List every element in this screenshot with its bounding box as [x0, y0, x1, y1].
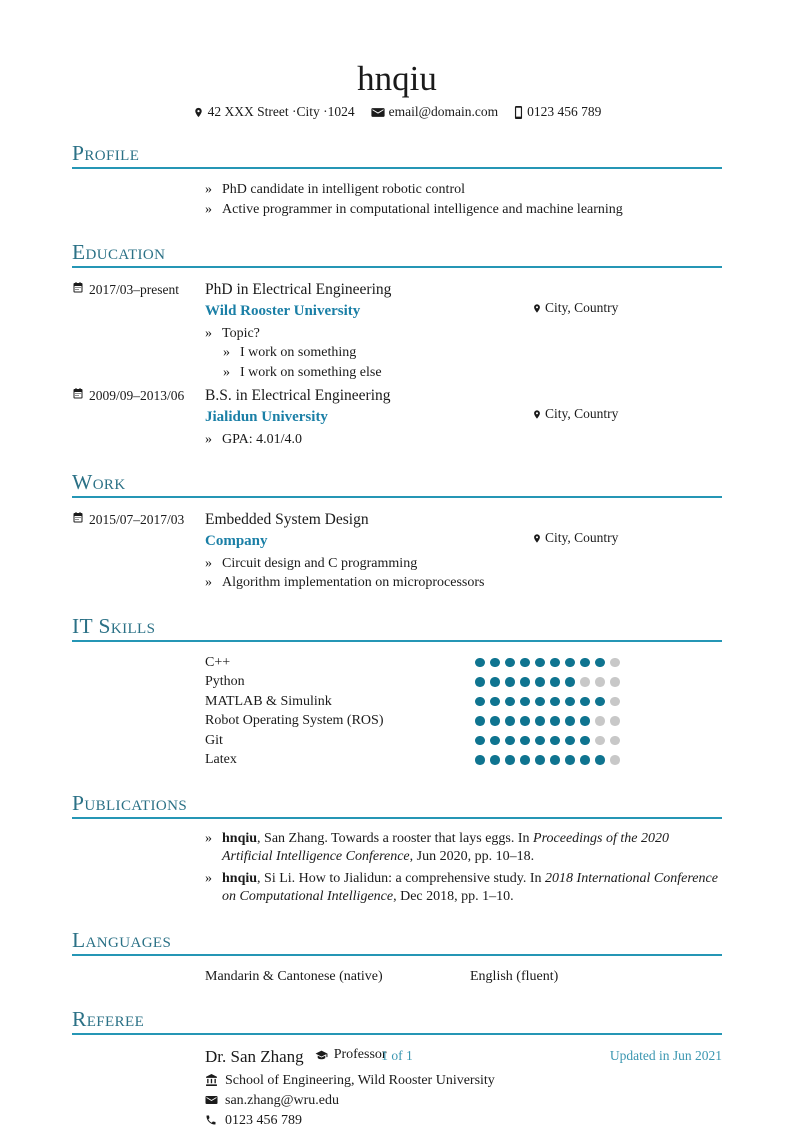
skill-name: C++ [205, 654, 231, 670]
education-entry [72, 279, 722, 382]
rating-dot-filled [565, 658, 575, 668]
degree-title: PhD in Electrical Engineering [205, 281, 392, 298]
rating-dot-filled [565, 755, 575, 765]
location-pin-icon [532, 302, 542, 315]
entry-dates: 2009/09–2013/06 [72, 385, 205, 449]
section-it-skills [72, 614, 722, 770]
rating-dot-filled [490, 677, 500, 687]
publication-text: hnqiu, Si Li. How to Jialidun: a comprehensive study. In 2018 International Conference on Computational Intelligence, Dec 2018, pp. 1–10. [222, 870, 718, 904]
rating-dot-filled [550, 677, 560, 687]
entry-bullet: » Algorithm implementation on microprocessors [205, 575, 485, 590]
skill-name: Git [205, 732, 223, 748]
publication-text: hnqiu, San Zhang. Towards a rooster that lays eggs. In Proceedings of the 2020 Artificial Intelligence Conference, Jun 2020, pp. 10–18. [222, 830, 669, 864]
envelope-icon [205, 1095, 218, 1105]
entry-dates: 2015/07–2017/03 [72, 509, 205, 593]
rating-dot-empty [610, 658, 620, 668]
referee-email: san.zhang@wru.edu [205, 1093, 722, 1108]
section-title-it-skills: IT Skills [72, 614, 722, 642]
rating-dot-empty [610, 697, 620, 707]
phone-handset-icon [205, 1114, 218, 1126]
organization-name: Company [205, 532, 268, 549]
rating-dot-filled [595, 658, 605, 668]
degree-title: B.S. in Electrical Engineering [205, 387, 391, 404]
skill-rating-dots [475, 736, 620, 746]
referee-role: Professor [314, 1047, 387, 1063]
section-languages [72, 928, 722, 986]
skill-rating-dots [475, 697, 620, 707]
rating-dot-filled [490, 736, 500, 746]
section-title-languages: Languages [72, 928, 722, 956]
rating-dot-empty [595, 716, 605, 726]
language-native: Mandarin & Cantonese (native) [205, 968, 383, 984]
rating-dot-filled [505, 736, 515, 746]
skill-name: Python [205, 674, 245, 689]
section-title-profile: Profile [72, 141, 722, 169]
work-entry [72, 509, 722, 593]
skill-rating-dots [475, 755, 620, 765]
rating-dot-empty [610, 716, 620, 726]
address-text: 42 XXX Street ·City ·1024 [207, 104, 355, 119]
location-pin-icon [193, 106, 204, 119]
skill-name: Robot Operating System (ROS) [205, 713, 384, 728]
rating-dot-filled [475, 658, 485, 668]
rating-dot-filled [475, 697, 485, 707]
referee-affiliation: School of Engineering, Wild Rooster University [205, 1073, 722, 1088]
entry-subbullet: » I work on something [223, 345, 357, 360]
rating-dot-filled [550, 736, 560, 746]
rating-dot-filled [580, 736, 590, 746]
skill-row [205, 750, 722, 770]
location-pin-icon [532, 532, 542, 545]
rating-dot-filled [550, 716, 560, 726]
rating-dot-filled [475, 755, 485, 765]
rating-dot-empty [610, 736, 620, 746]
rating-dot-filled [490, 697, 500, 707]
bullet-marker: » [205, 201, 212, 217]
rating-dot-filled [505, 697, 515, 707]
bullet-marker: » [205, 830, 212, 846]
rating-dot-filled [565, 716, 575, 726]
rating-dot-empty [580, 677, 590, 687]
profile-bullet: » Active programmer in computational intelligence and machine learning [205, 200, 722, 220]
contact-email [371, 104, 499, 120]
bullet-marker: » [205, 870, 212, 886]
rating-dot-filled [550, 658, 560, 668]
publication-item [205, 830, 722, 867]
entry-dates: 2017/03–present [72, 279, 205, 382]
cv-page [0, 59, 794, 1128]
referee-name: Dr. San Zhang [205, 1046, 304, 1066]
contact-phone [514, 104, 601, 120]
rating-dot-filled [505, 658, 515, 668]
calendar-icon [72, 281, 84, 294]
rating-dot-filled [535, 736, 545, 746]
location-pin-icon [532, 408, 542, 421]
skill-row [205, 692, 722, 712]
section-title-work: Work [72, 470, 722, 498]
rating-dot-filled [595, 755, 605, 765]
rating-dot-filled [565, 677, 575, 687]
rating-dot-filled [535, 755, 545, 765]
entry-bullet: » Circuit design and C programming [205, 555, 418, 571]
rating-dot-filled [550, 697, 560, 707]
rating-dot-filled [550, 755, 560, 765]
language-fluent: English (fluent) [470, 968, 559, 984]
rating-dot-empty [610, 677, 620, 687]
rating-dot-filled [520, 677, 530, 687]
bullet-marker: » [205, 182, 212, 197]
rating-dot-filled [505, 755, 515, 765]
calendar-icon [72, 387, 84, 400]
skill-row [205, 731, 722, 751]
page-number: 1 of 1 [381, 1048, 413, 1063]
rating-dot-filled [535, 658, 545, 668]
section-title-referee: Referee [72, 1007, 722, 1035]
section-title-publications: Publications [72, 791, 722, 819]
section-education [72, 240, 722, 449]
rating-dot-filled [475, 677, 485, 687]
section-work [72, 470, 722, 593]
rating-dot-filled [520, 736, 530, 746]
skill-rating-dots [475, 658, 620, 668]
rating-dot-filled [520, 658, 530, 668]
entry-subbullet: » I work on something else [223, 364, 382, 380]
section-title-education: Education [72, 240, 722, 268]
person-name: hnqiu [357, 59, 437, 98]
rating-dot-filled [535, 716, 545, 726]
publication-item [205, 870, 722, 907]
rating-dot-filled [490, 755, 500, 765]
skill-name: Latex [205, 752, 237, 767]
rating-dot-filled [505, 677, 515, 687]
section-profile [72, 141, 722, 219]
email-text: email@domain.com [388, 104, 499, 119]
skill-rating-dots [475, 677, 620, 687]
skill-name: MATLAB & Simulink [205, 693, 332, 709]
rating-dot-filled [580, 697, 590, 707]
rating-dot-filled [520, 697, 530, 707]
rating-dot-filled [565, 697, 575, 707]
rating-dot-filled [520, 755, 530, 765]
section-referee [72, 1007, 722, 1128]
rating-dot-filled [580, 755, 590, 765]
page-footer [72, 1048, 722, 1066]
updated-date: Updated in Jun 2021 [609, 1048, 722, 1063]
entry-location: City, Country [532, 406, 722, 422]
entry-bullet: » GPA: 4.01/4.0 [205, 431, 303, 447]
entry-location: City, Country [532, 300, 722, 316]
rating-dot-filled [565, 736, 575, 746]
contact-address [193, 104, 355, 120]
skill-rating-dots [475, 716, 620, 726]
university-building-icon [205, 1074, 218, 1086]
rating-dot-filled [475, 736, 485, 746]
rating-dot-empty [610, 755, 620, 765]
rating-dot-filled [580, 716, 590, 726]
institution-name: Jialidun University [205, 408, 328, 425]
job-title: Embedded System Design [205, 511, 369, 528]
skill-row [205, 672, 722, 692]
rating-dot-empty [595, 677, 605, 687]
rating-dot-filled [490, 716, 500, 726]
rating-dot-filled [535, 697, 545, 707]
education-entry [72, 385, 722, 449]
institution-name: Wild Rooster University [205, 302, 361, 319]
entry-location: City, Country [532, 530, 722, 546]
entry-bullet: » Topic? [205, 325, 260, 341]
skill-row [205, 653, 722, 673]
phone-text: 0123 456 789 [527, 104, 602, 119]
rating-dot-filled [520, 716, 530, 726]
profile-bullet: » PhD candidate in intelligent robotic control [205, 180, 722, 200]
referee-phone: 0123 456 789 [205, 1113, 722, 1128]
calendar-icon [72, 511, 84, 524]
contact-line [0, 104, 794, 120]
rating-dot-filled [505, 716, 515, 726]
rating-dot-filled [475, 716, 485, 726]
rating-dot-filled [580, 658, 590, 668]
envelope-icon [371, 107, 385, 118]
section-publications [72, 791, 722, 907]
rating-dot-filled [490, 658, 500, 668]
languages-row [205, 967, 722, 986]
cv-header [0, 60, 794, 120]
mobile-phone-icon [514, 106, 523, 119]
skill-row [205, 711, 722, 731]
rating-dot-empty [595, 736, 605, 746]
rating-dot-filled [595, 697, 605, 707]
rating-dot-filled [535, 677, 545, 687]
